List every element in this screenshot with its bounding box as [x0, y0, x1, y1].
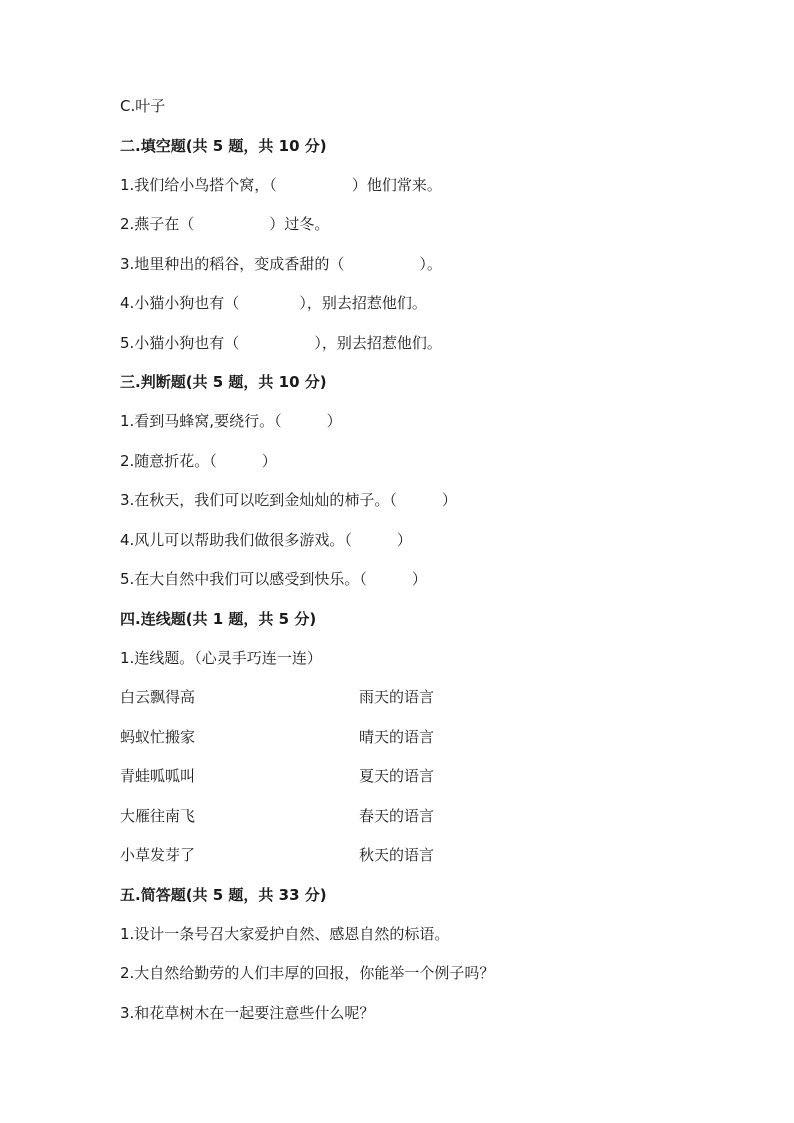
fill-question-1: 1.我们给小鸟搭个窝，（ ）他们常来。 [120, 176, 442, 194]
matching-question: 1.连线题。（心灵手巧连一连） [120, 649, 322, 667]
judge-question-5: 5.在大自然中我们可以感受到快乐。（ ） [120, 570, 427, 588]
fill-question-3: 3.地里种出的稻谷，变成香甜的（ ）。 [120, 255, 442, 273]
matching-right-item: 秋天的语言 [359, 846, 435, 864]
fill-question-5: 5.小猫小狗也有（ ），别去招惹他们。 [120, 334, 442, 352]
section-heading-true-false: 三.判断题(共 5 题，共 10 分) [120, 373, 327, 391]
matching-right-item: 春天的语言 [359, 807, 435, 825]
section-heading-fill-blank: 二.填空题(共 5 题，共 10 分) [120, 137, 327, 155]
fill-question-4: 4.小猫小狗也有（ ），别去招惹他们。 [120, 294, 427, 312]
matching-right-item: 雨天的语言 [359, 688, 435, 706]
short-answer-question-2: 2.大自然给勤劳的人们丰厚的回报，你能举一个例子吗？ [120, 964, 495, 982]
judge-question-2: 2.随意折花。（ ） [120, 452, 277, 470]
matching-right-item: 夏天的语言 [359, 767, 435, 785]
matching-left-item: 蚂蚁忙搬家 [120, 728, 196, 746]
matching-left-item: 大雁往南飞 [120, 807, 196, 825]
matching-right-item: 晴天的语言 [359, 728, 435, 746]
previous-option-c: C.叶子 [120, 97, 166, 115]
section-heading-matching: 四.连线题(共 1 题，共 5 分) [120, 610, 317, 628]
matching-left-item: 小草发芽了 [120, 846, 196, 864]
matching-left-item: 白云飘得高 [120, 688, 196, 706]
section-heading-short-answer: 五.简答题(共 5 题，共 33 分) [120, 886, 327, 904]
judge-question-1: 1.看到马蜂窝,要绕行。（ ） [120, 412, 342, 430]
short-answer-question-3: 3.和花草树木在一起要注意些什么呢？ [120, 1004, 375, 1022]
judge-question-3: 3.在秋天，我们可以吃到金灿灿的柿子。（ ） [120, 491, 457, 509]
fill-question-2: 2.燕子在（ ）过冬。 [120, 215, 330, 233]
judge-question-4: 4.风儿可以帮助我们做很多游戏。（ ） [120, 531, 412, 549]
short-answer-question-1: 1.设计一条号召大家爱护自然、感恩自然的标语。 [120, 925, 450, 943]
matching-left-item: 青蛙呱呱叫 [120, 767, 196, 785]
